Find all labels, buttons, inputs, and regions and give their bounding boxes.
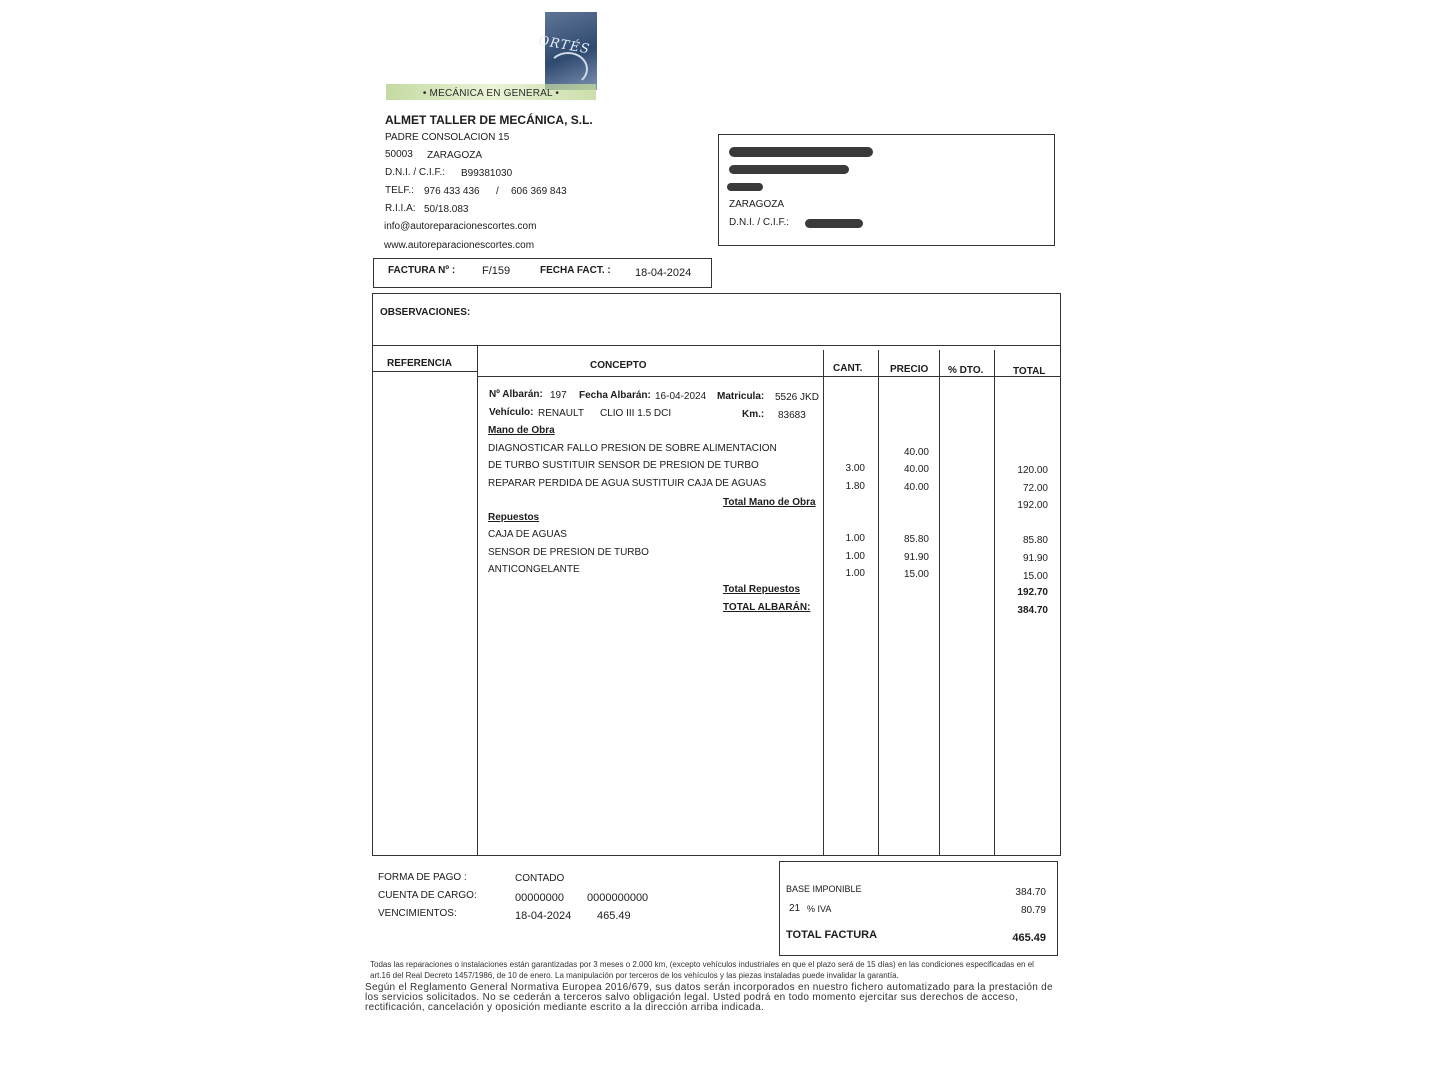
tax-base-label: BASE IMPONIBLE — [786, 884, 862, 894]
redacted-client-address — [729, 165, 849, 174]
redacted-client-nif — [805, 219, 863, 228]
due-date: 18-04-2024 — [515, 910, 572, 922]
labor-line-total: 72.00 — [1022, 483, 1048, 494]
plate-number: 5526 JKD — [775, 392, 819, 403]
parts-title: Repuestos — [488, 512, 540, 523]
part-line-qty: 1.00 — [845, 568, 865, 579]
vehicle-model: CLIO III 1.5 DCI — [600, 408, 672, 419]
part-line-price: 15.00 — [903, 569, 929, 580]
due-amount: 465.49 — [597, 910, 631, 922]
payment-method: CONTADO — [515, 873, 565, 884]
labor-line-concept: DIAGNOSTICAR FALLO PRESION DE SOBRE ALIMENTACION — [488, 443, 777, 454]
header-top-divider — [372, 345, 1060, 346]
labor-line-total: 120.00 — [1017, 465, 1048, 476]
iva-rate: 21 — [789, 903, 801, 914]
part-line-qty: 1.00 — [845, 551, 865, 562]
charge-account-1: 00000000 — [515, 892, 564, 904]
invoice-number-label: FACTURA Nº : — [388, 265, 456, 276]
part-line-price: 85.80 — [903, 534, 929, 545]
part-line-concept: CAJA DE AGUAS — [488, 529, 567, 540]
redacted-client-postal — [727, 183, 763, 191]
col-divider-2 — [823, 350, 824, 855]
tax-base: 384.70 — [1015, 887, 1046, 898]
labor-line-qty: 3.00 — [845, 463, 865, 474]
payment-method-label: FORMA DE PAGO : — [378, 872, 467, 883]
col-divider-5 — [994, 350, 995, 855]
company-nif: B99381030 — [461, 168, 513, 179]
parts-subtotal-label: Total Repuestos — [723, 584, 801, 595]
client-box — [718, 134, 1055, 246]
labor-line-qty: 1.80 — [845, 481, 865, 492]
company-name: ALMET TALLER DE MECÁNICA, S.L. — [385, 113, 593, 127]
invoice-header-box — [373, 258, 712, 288]
labor-title: Mano de Obra — [488, 425, 555, 436]
labor-line-price: 40.00 — [903, 482, 929, 493]
part-line-concept: ANTICONGELANTE — [488, 564, 580, 575]
labor-line-concept: DE TURBO SUSTITUIR SENSOR DE PRESION DE TURBO — [488, 460, 759, 471]
labor-line-price: 40.00 — [903, 447, 929, 458]
labor-line-concept: REPARAR PERDIDA DE AGUA SUSTITUIR CAJA DE AGUAS — [488, 478, 767, 489]
header-bottom-divider — [478, 376, 1060, 377]
company-phone-separator: / — [496, 186, 499, 197]
albaran-date-label: Fecha Albarán: — [579, 390, 651, 401]
due-dates-label: VENCIMIENTOS: — [378, 908, 457, 919]
km-label: Km.: — [742, 409, 765, 420]
redacted-client-name — [729, 147, 873, 157]
invoice-total: 465.49 — [1012, 932, 1046, 944]
labor-line-price: 40.00 — [903, 464, 929, 475]
part-line-total: 85.80 — [1022, 535, 1048, 546]
charge-account-2: 0000000000 — [587, 892, 649, 904]
part-line-total: 15.00 — [1022, 571, 1048, 582]
company-phone-2: 606 369 843 — [511, 186, 567, 197]
header-precio: PRECIO — [890, 364, 929, 375]
parts-subtotal: 192.70 — [1017, 587, 1048, 598]
company-phone-label: TELF.: — [385, 185, 414, 196]
company-riia: 50/18.083 — [424, 204, 469, 215]
labor-subtotal-label: Total Mano de Obra — [723, 497, 816, 508]
iva-label: % IVA — [807, 904, 832, 914]
logo-swirl-icon — [548, 52, 588, 86]
col-divider-1 — [477, 345, 478, 855]
header-total: TOTAL — [1013, 366, 1046, 377]
part-line-total: 91.90 — [1022, 553, 1048, 564]
header-bottom-divider-ref — [372, 371, 478, 372]
header-concepto: CONCEPTO — [590, 360, 647, 371]
invoice-total-label: TOTAL FACTURA — [786, 929, 878, 941]
part-line-concept: SENSOR DE PRESION DE TURBO — [488, 547, 649, 558]
client-nif-label: D.N.I. / C.I.F.: — [729, 217, 790, 228]
albaran-number-label: Nº Albarán: — [489, 389, 543, 400]
invoice-date: 18-04-2024 — [635, 267, 692, 279]
albaran-number: 197 — [550, 390, 567, 401]
albaran-total: 384.70 — [1017, 605, 1048, 616]
header-referencia: REFERENCIA — [387, 358, 453, 369]
invoice-number: F/159 — [482, 265, 511, 277]
company-riia-label: R.I.I.A: — [385, 203, 416, 214]
col-divider-3 — [878, 350, 879, 855]
iva-amount: 80.79 — [1020, 905, 1046, 916]
company-phone-1: 976 433 436 — [424, 186, 480, 197]
labor-subtotal: 192.00 — [1017, 500, 1048, 511]
privacy-notice: Según el Reglamento General Normativa Europea 2016/679, sus datos serán incorporados en nuestro fichero automatizado para la prestación de los servicios solicitados. No se cederán a terceros salvo obligación legal. Usted podrá en todo momento ejercitar sus derechos de acceso, rectificación, cancelación y oposición mediante escrito a la dirección arriba indicada. — [365, 982, 1053, 1013]
warranty-notice: Todas las reparaciones o instalaciones están garantizadas por 3 meses o 2.000 km, (excepto vehículos industriales en que el plazo será de 15 días) en las condiciones especificadas en el art.16 del Real Decreto 1457/1986, de 10 de enero. La manipulación por terceros de los vehículos y las piezas instaladas puede invalidar la garantía. — [370, 960, 1034, 980]
km-value: 83683 — [778, 410, 806, 421]
company-postal-code: 50003 — [385, 149, 413, 160]
company-address: PADRE CONSOLACION 15 — [385, 132, 510, 143]
vehicle-make: RENAULT — [538, 408, 584, 419]
company-email: info@autoreparacionescortes.com — [384, 221, 537, 232]
client-city: ZARAGOZA — [729, 199, 785, 210]
company-website: www.autoreparacionescortes.com — [384, 240, 535, 251]
plate-label: Matricula: — [717, 391, 765, 402]
vehicle-label: Vehículo: — [489, 407, 534, 418]
observations-label: OBSERVACIONES: — [380, 307, 471, 318]
company-tagline: • MECÁNICA EN GENERAL • — [422, 88, 560, 99]
header-dto: % DTO. — [948, 365, 984, 376]
company-nif-label: D.N.I. / C.I.F.: — [385, 167, 446, 178]
charge-account-label: CUENTA DE CARGO: — [378, 890, 477, 901]
invoice-lines-frame — [372, 293, 1061, 856]
col-divider-4 — [939, 350, 940, 855]
totals-box — [779, 861, 1058, 956]
albaran-date: 16-04-2024 — [655, 391, 707, 402]
header-cant: CANT. — [833, 363, 863, 374]
part-line-price: 91.90 — [903, 552, 929, 563]
logo-text: ORTÉS — [537, 33, 592, 58]
part-line-qty: 1.00 — [845, 533, 865, 544]
company-city: ZARAGOZA — [427, 150, 483, 161]
albaran-total-label: TOTAL ALBARÁN: — [723, 602, 811, 613]
invoice-date-label: FECHA FACT. : — [540, 265, 611, 276]
